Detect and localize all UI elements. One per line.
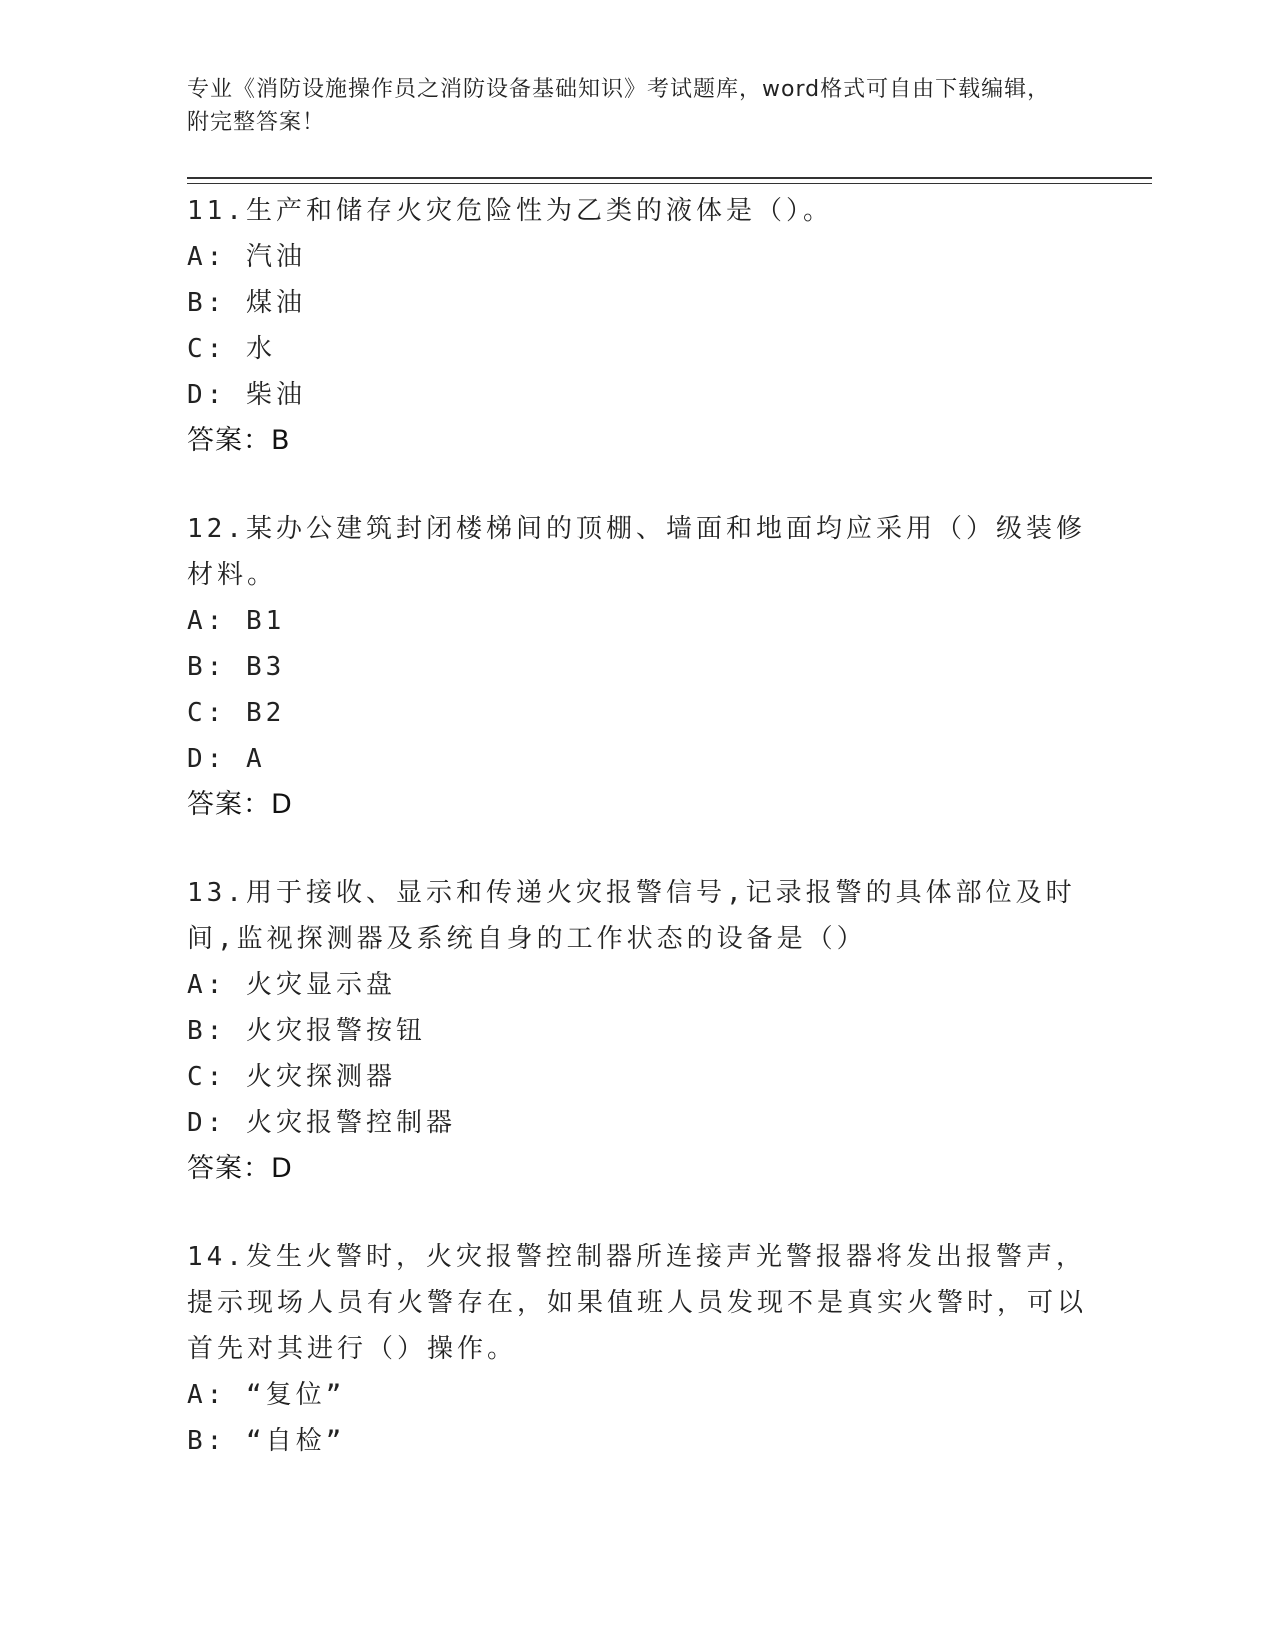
answer-line: 答案：B (187, 425, 291, 456)
question-11 (187, 188, 1087, 464)
option-a: A: 汽油 (187, 242, 306, 272)
question-14 (187, 1234, 1087, 1464)
answer-line: 答案：D (187, 1153, 293, 1184)
option-b: B: B3 (187, 652, 286, 682)
question-stem: 13.用于接收、显示和传递火灾报警信号,记录报警的具体部位及时间,监视探测器及系统自身的工作状态的设备是（） (187, 878, 1076, 954)
option-b: B: 煤油 (187, 288, 306, 318)
option-c: C: 火灾探测器 (187, 1062, 396, 1092)
document-header: 专业《消防设施操作员之消防设备基础知识》考试题库，word格式可自由下载编辑，附完整答案！ (187, 77, 1051, 135)
option-a: A: “复位” (187, 1380, 346, 1410)
option-b: B: “自检” (187, 1426, 346, 1456)
option-b: B: 火灾报警按钮 (187, 1016, 426, 1046)
question-list (187, 188, 1087, 1506)
question-stem: 12.某办公建筑封闭楼梯间的顶棚、墙面和地面均应采用（）级装修材料。 (187, 514, 1086, 590)
question-13 (187, 870, 1087, 1192)
option-d: D: A (187, 744, 266, 774)
header-divider-thick (187, 177, 1152, 179)
question-12 (187, 506, 1087, 828)
answer-line: 答案：D (187, 789, 293, 820)
option-a: A: B1 (187, 606, 286, 636)
option-c: C: B2 (187, 698, 286, 728)
option-d: D: 火灾报警控制器 (187, 1108, 456, 1138)
header-divider-thin (187, 183, 1152, 184)
question-stem: 14.发生火警时，火灾报警控制器所连接声光警报器将发出报警声，提示现场人员有火警存在，如果值班人员发现不是真实火警时，可以首先对其进行（）操作。 (187, 1242, 1088, 1364)
option-c: C: 水 (187, 334, 276, 364)
option-d: D: 柴油 (187, 380, 306, 410)
question-stem: 11.生产和储存火灾危险性为乙类的液体是（）。 (187, 196, 833, 226)
option-a: A: 火灾显示盘 (187, 970, 396, 1000)
